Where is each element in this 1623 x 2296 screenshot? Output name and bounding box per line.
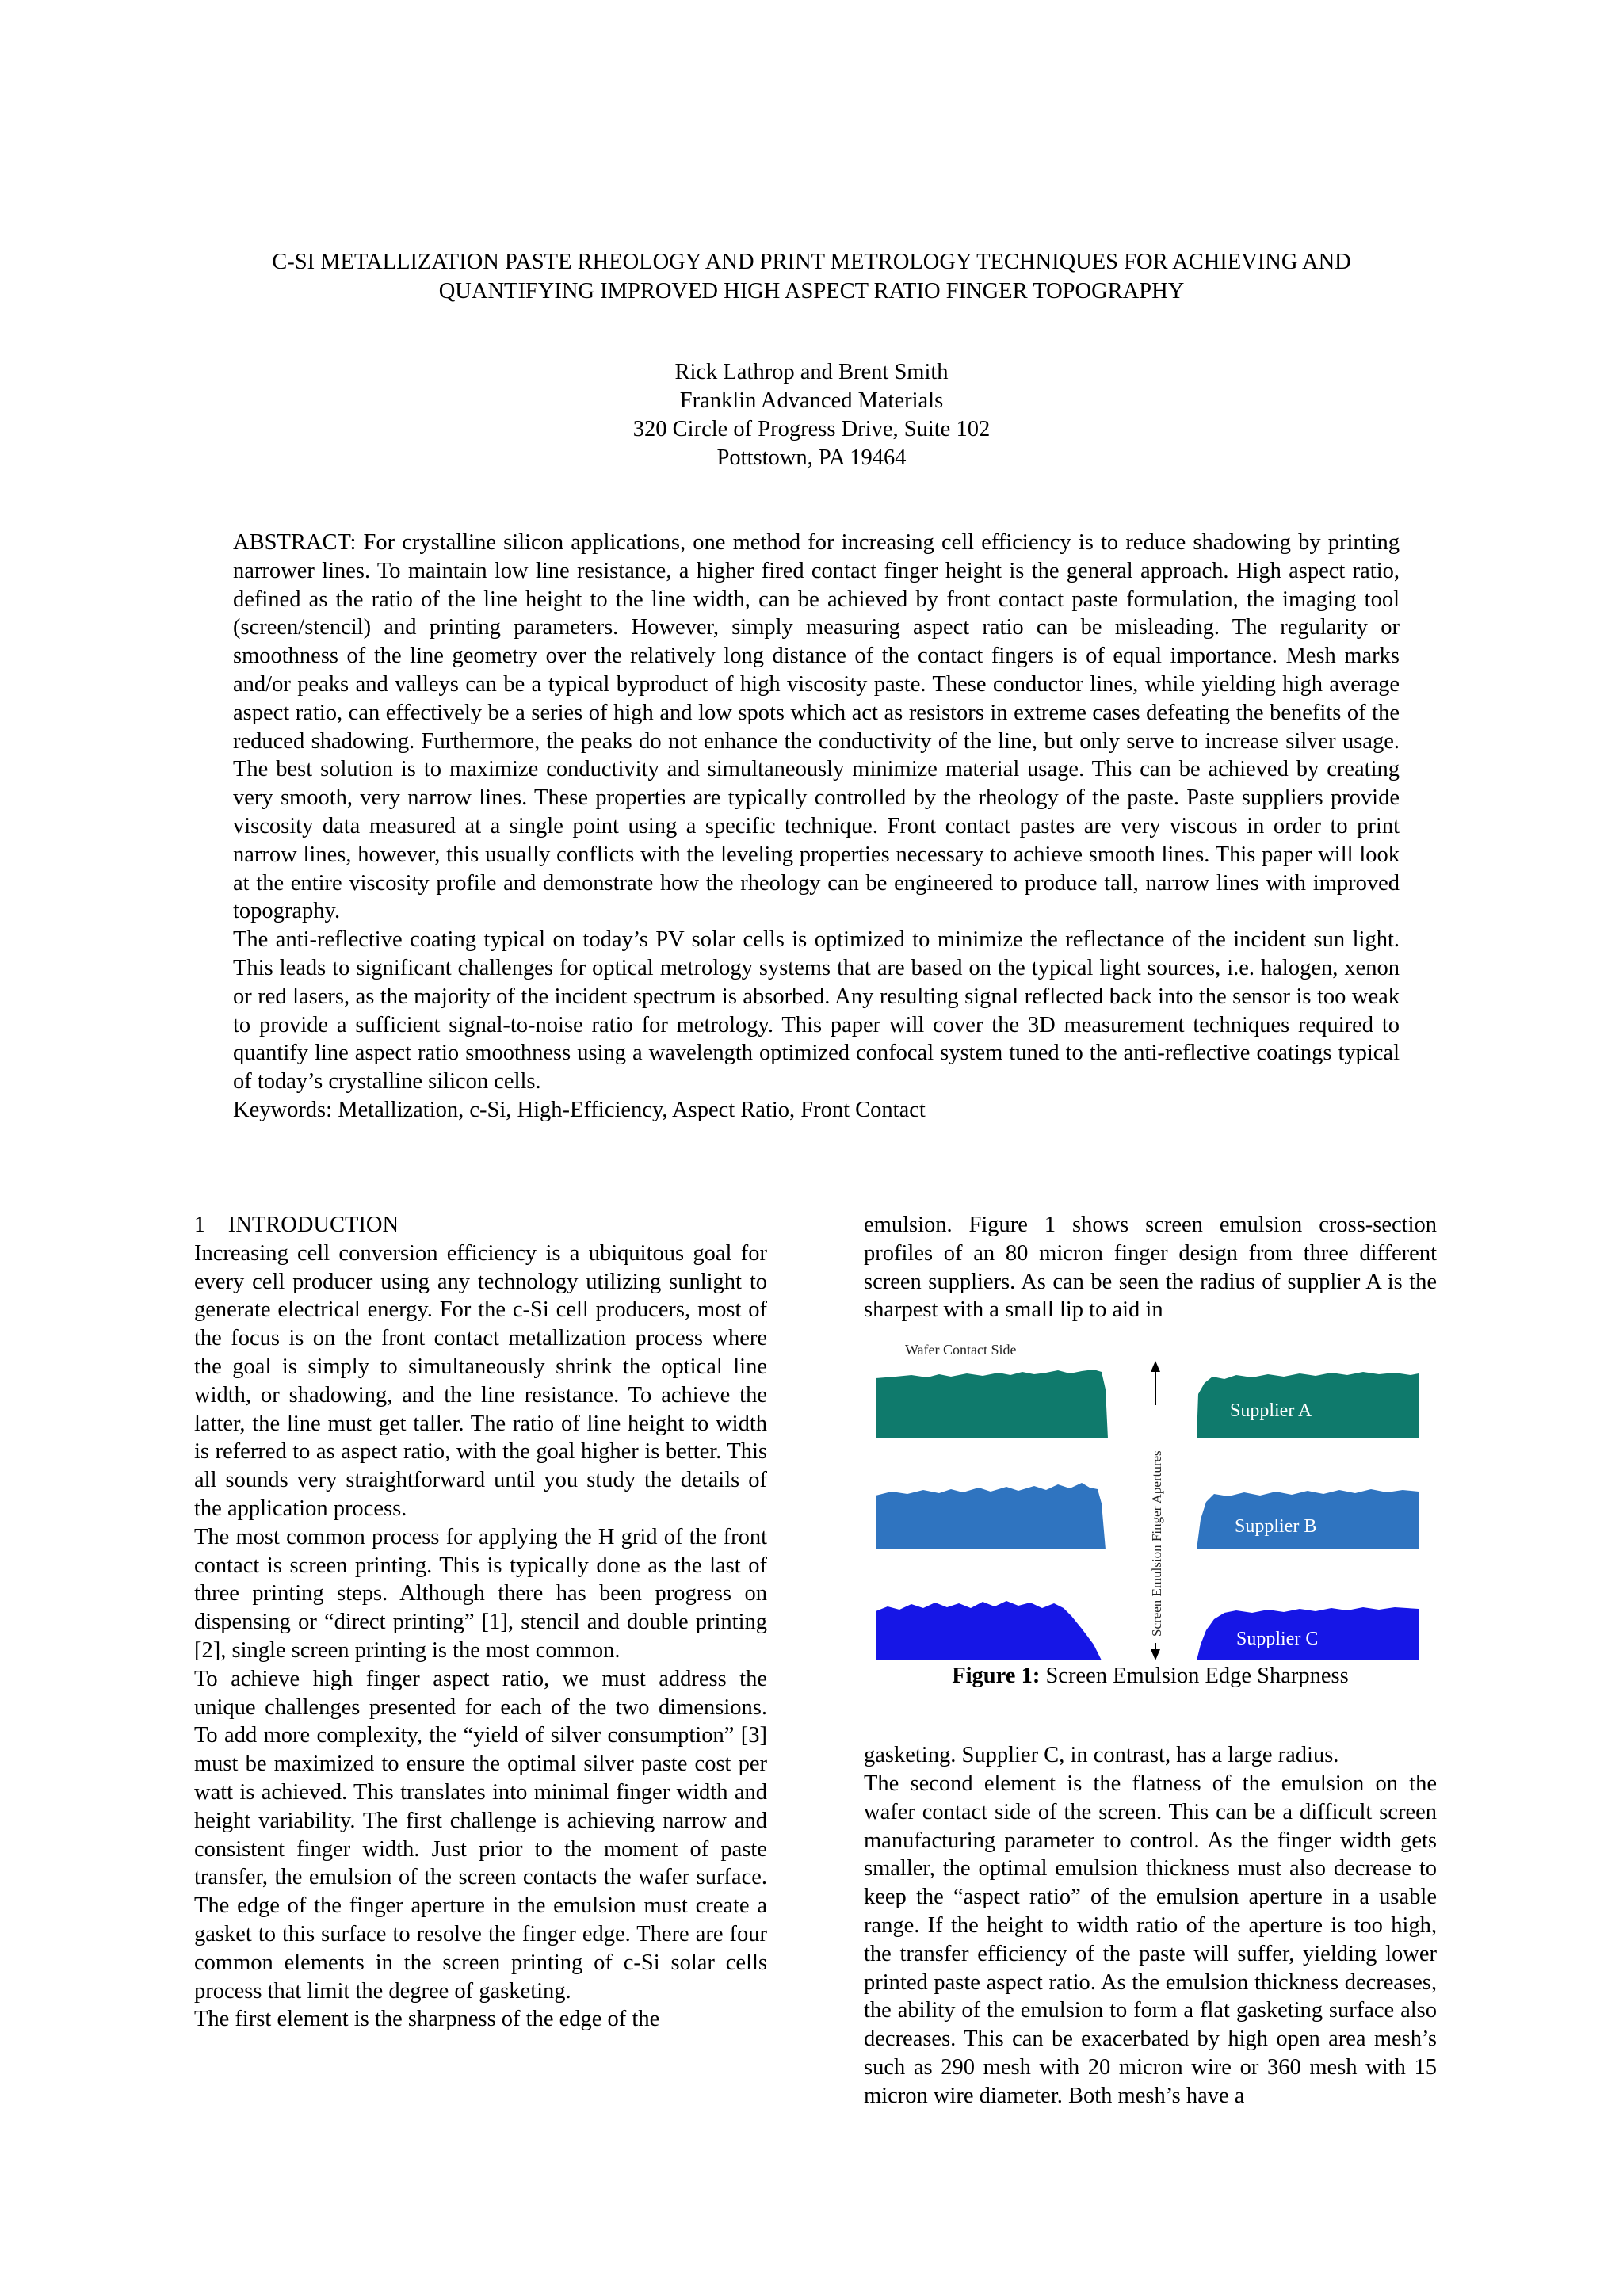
right-paragraph-3: The second element is the flatness of the emulsion on the wafer contact side of the screen. This can be a difficult screen manufacturing parameter to control. As the finger width gets smaller, the optimal emulsion thickness must also decrease to keep the “aspect ratio” of the emulsion aperture in a usable range. If the height to width ratio of the aperture is too high, the transfer efficiency of the paste will suffer, yielding lower printed paste aspect ratio. As the emulsion thickness decreases, the ability of the emulsion to form a flat gasketing surface also decreases. This can be exacerbated by high open area mesh’s such as 290 mesh with 20 micron wire or 360 mesh with 15 micron wire diameter. Both mesh’s have a <box>864 1771 1437 2108</box>
abstract-paragraph-2: The anti-reflective coating typical on today’s PV solar cells is optimized to minimize the reflectance of the incident sun light. This leads to significant challenges for optical metrology systems that are based on the typical light sources, i.e. halogen, xenon or red lasers, as the majority of the incident spectrum is absorbed. Any resulting signal reflected back into the sensor is too weak to provide a sufficient signal-to-noise ratio for metrology. This paper will cover the 3D measurement techniques required to quantify line aspect ratio smoothness using a wavelength optimized confocal system tuned to the anti-reflective coatings typical of today’s crystalline silicon cells. <box>233 927 1400 1095</box>
profile-c-left <box>876 1601 1102 1660</box>
intro-paragraph-1: Increasing cell conversion efficiency is a ubiquitous goal for every cell producer using any technology utilizing sunlight to generate electrical energy. For the c-Si cell producers, most of the focus is on the front contact metallization process where the goal is simply to simultaneously shrink the optical line width, or shadowing, and the line resistance. To achieve the latter, the line must get taller. The ratio of line height to width is referred to as aspect ratio, with the goal higher is better. This all sounds very straightforward until you study the details of the application process. <box>194 1240 767 1521</box>
profile-b-left <box>876 1483 1106 1549</box>
left-column <box>194 1211 767 2034</box>
wafer-contact-side-label: Wafer Contact Side <box>905 1342 1017 1358</box>
arrow-down-head <box>1151 1649 1160 1660</box>
right-paragraph-1: emulsion. Figure 1 shows screen emulsion cross-section profiles of an 80 micron finger design from three different screen suppliers. As can be seen the radius of supplier A is the sharpest with a small lip to aid in <box>864 1213 1437 1323</box>
profile-a-left <box>876 1370 1108 1438</box>
author-street: 320 Circle of Progress Drive, Suite 102 <box>632 417 991 441</box>
author-org: Franklin Advanced Materials <box>679 388 944 413</box>
abstract <box>233 529 1400 1125</box>
arrow-up-head <box>1151 1361 1160 1372</box>
keywords: Keywords: Metallization, c-Si, High-Efficiency, Aspect Ratio, Front Contact <box>233 1097 926 1122</box>
paper-title <box>143 247 1480 306</box>
author-city: Pottstown, PA 19464 <box>716 445 907 470</box>
figure-1-graphic <box>864 1329 1437 1662</box>
screen-emulsion-vertical-label: Screen Emulsion Finger Apertures <box>1149 1450 1164 1637</box>
figure-spacing <box>864 1690 1437 1741</box>
title-line-1: C-SI METALLIZATION PASTE RHEOLOGY AND PRINT METROLOGY TECHNIQUES FOR ACHIEVING AND <box>272 250 1351 274</box>
right-column <box>864 1211 1437 2111</box>
right-paragraph-2: gasketing. Supplier C, in contrast, has a large radius. <box>864 1743 1339 1768</box>
intro-paragraph-2: The most common process for applying the H grid of the front contact is screen printing. This is typically done as the last of three printing steps. Although there has been progress on dispensing or “direct printing” [1], stencil and double printing [2], single screen printing is the most common. <box>194 1524 767 1663</box>
figure-1-caption-label: Figure 1: <box>952 1664 1041 1689</box>
abstract-paragraph-1: ABSTRACT: For crystalline silicon applications, one method for increasing cell efficiency is to reduce shadowing by printing narrower lines. To maintain low line resistance, a higher fired contact finger height is the general approach. High aspect ratio, defined as the ratio of the line height to the line width, can be achieved by front contact paste formulation, the imaging tool (screen/stencil) and printing parameters. However, simply measuring aspect ratio can be misleading. The regularity or smoothness of the line geometry over the relatively long distance of the contact fingers is of equal importance. Mesh marks and/or peaks and valleys can be a typical byproduct of high viscosity paste. These conductor lines, while yielding high average aspect ratio, can effectively be a series of high and low spots which act as resistors in extreme cases defeating the benefits of the reduced shadowing. Furthermore, the peaks do not enhance the conductivity of the line, but only serve to increase silver usage. The best solution is to maximize conductivity and simultaneously minimize material usage. This can be achieved by creating very smooth, very narrow lines. These properties are typically controlled by the rheology of the paste. Paste suppliers provide viscosity data measured at a single point using a specific technique. Front contact pastes are very viscous in order to print narrow lines, however, this usually conflicts with the leveling properties necessary to achieve smooth lines. This paper will look at the entire viscosity profile and demonstrate how the rheology can be engineered to produce tall, narrow lines with improved topography. <box>233 530 1400 924</box>
supplier-c-label: Supplier C <box>1236 1629 1319 1650</box>
figure-1 <box>864 1329 1437 1662</box>
supplier-a-label: Supplier A <box>1230 1400 1312 1422</box>
figure-1-caption <box>864 1662 1437 1690</box>
title-line-2: QUANTIFYING IMPROVED HIGH ASPECT RATIO FINGER TOPOGRAPHY <box>438 279 1185 304</box>
intro-paragraph-3: To achieve high finger aspect ratio, we must address the unique challenges presented for each of the two dimensions. To add more complexity, the “yield of silver consumption” [3] must be maximized to ensure the optimal silver paste cost per watt is achieved. This translates into minimal finger width and height variability. The first challenge is achieving narrow and consistent finger width. Just prior to the moment of paste transfer, the emulsion of the screen contacts the wafer surface. The edge of the finger aperture in the emulsion must create a gasket to this surface to resolve the finger edge. There are four common elements in the screen printing of c-Si solar cells process that limit the degree of gasketing. <box>194 1666 767 2004</box>
author-names: Rick Lathrop and Brent Smith <box>674 360 949 384</box>
figure-1-caption-text: Screen Emulsion Edge Sharpness <box>1040 1664 1349 1689</box>
intro-paragraph-4: The first element is the sharpness of the edge of the <box>194 2007 660 2032</box>
supplier-b-label: Supplier B <box>1235 1516 1317 1538</box>
section-heading-introduction: 1 INTRODUCTION <box>194 1213 399 1237</box>
author-block <box>238 358 1385 472</box>
